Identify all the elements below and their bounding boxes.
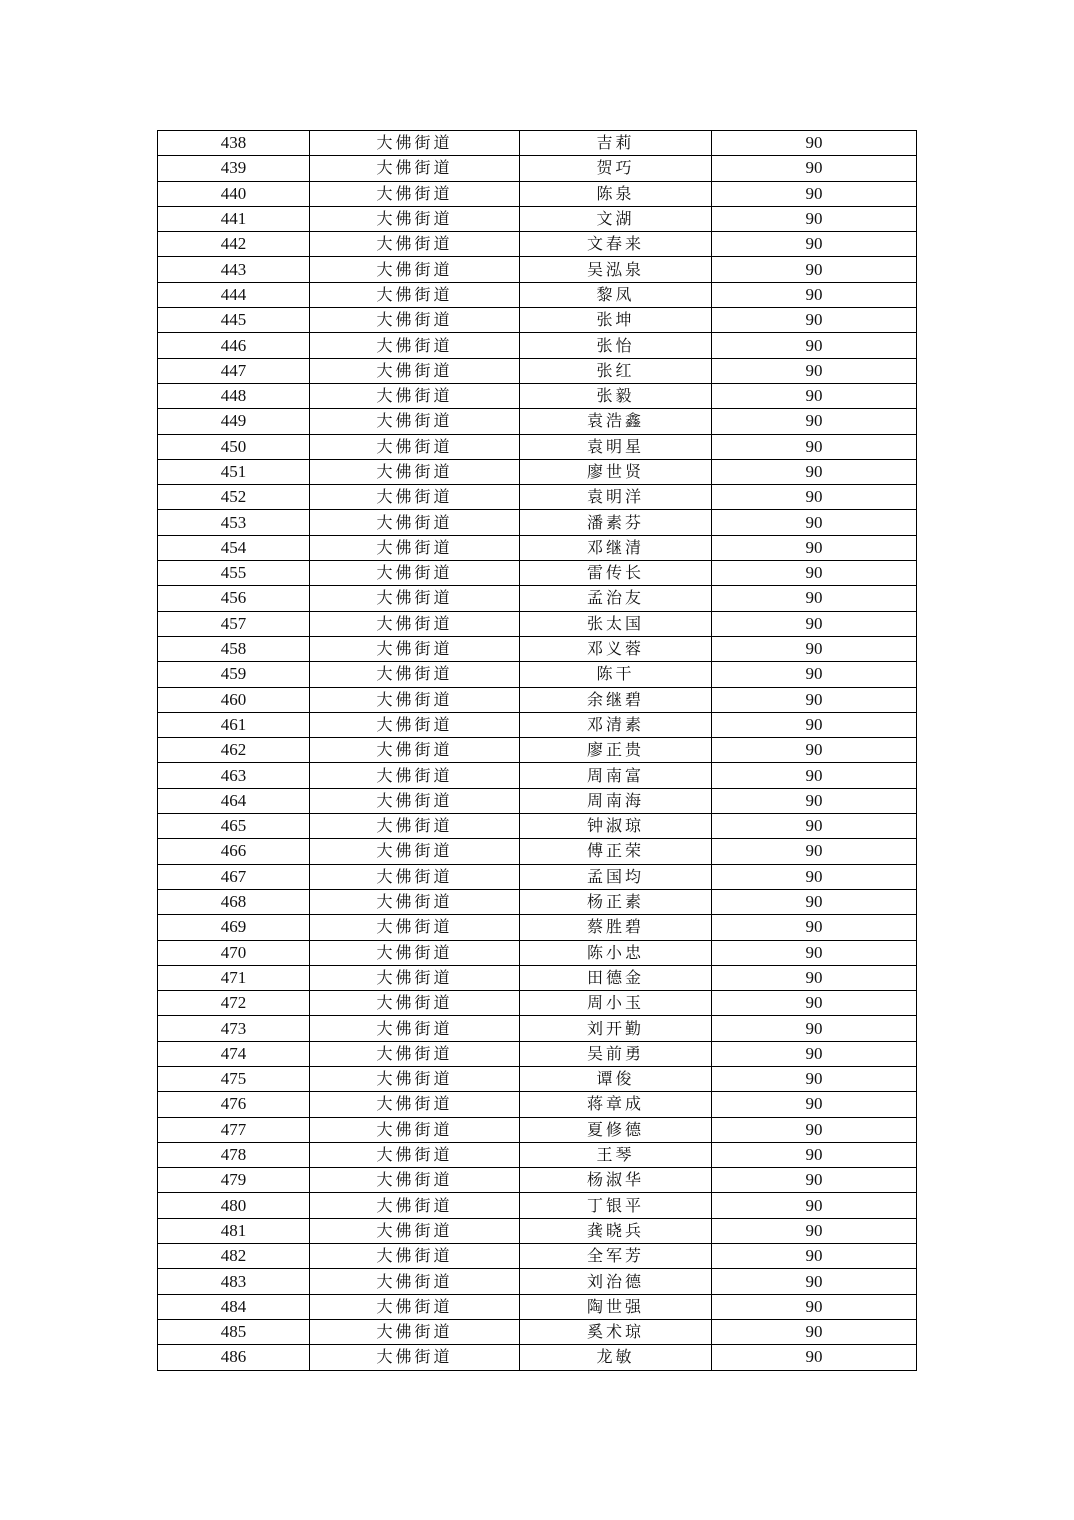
amount-cell: 90 [712,636,917,661]
person-name-cell: 邓义蓉 [520,636,712,661]
row-number-cell: 468 [158,889,310,914]
table-row [158,1294,917,1319]
street-cell: 大佛街道 [310,535,520,560]
street-cell: 大佛街道 [310,232,520,257]
table-row [158,712,917,737]
table-row [158,814,917,839]
table-row [158,940,917,965]
table-row [158,1016,917,1041]
person-name-cell: 田德金 [520,965,712,990]
amount-cell: 90 [712,940,917,965]
person-name-cell: 傅正荣 [520,839,712,864]
table-row [158,1092,917,1117]
street-cell: 大佛街道 [310,333,520,358]
table-row [158,282,917,307]
person-name-cell: 潘素芬 [520,510,712,535]
row-number-cell: 486 [158,1345,310,1370]
street-cell: 大佛街道 [310,1294,520,1319]
street-cell: 大佛街道 [310,1142,520,1167]
amount-cell: 90 [712,282,917,307]
amount-cell: 90 [712,257,917,282]
table-row [158,586,917,611]
row-number-cell: 476 [158,1092,310,1117]
person-name-cell: 吴前勇 [520,1041,712,1066]
table-row [158,611,917,636]
table-row [158,864,917,889]
table-row [158,991,917,1016]
amount-cell: 90 [712,156,917,181]
person-name-cell: 杨正素 [520,889,712,914]
amount-cell: 90 [712,181,917,206]
amount-cell: 90 [712,586,917,611]
table-row [158,662,917,687]
table-row [158,1244,917,1269]
table-row [158,459,917,484]
person-name-cell: 廖正贵 [520,738,712,763]
person-name-cell: 文春来 [520,232,712,257]
amount-cell: 90 [712,788,917,813]
street-cell: 大佛街道 [310,510,520,535]
person-name-cell: 刘治德 [520,1269,712,1294]
row-number-cell: 456 [158,586,310,611]
table-row [158,687,917,712]
person-name-cell: 蒋章成 [520,1092,712,1117]
amount-cell: 90 [712,889,917,914]
row-number-cell: 479 [158,1168,310,1193]
person-name-cell: 夏修德 [520,1117,712,1142]
person-name-cell: 邓清素 [520,712,712,737]
person-name-cell: 周南海 [520,788,712,813]
street-cell: 大佛街道 [310,308,520,333]
row-number-cell: 485 [158,1319,310,1344]
person-name-cell: 孟治友 [520,586,712,611]
street-cell: 大佛街道 [310,1016,520,1041]
street-cell: 大佛街道 [310,864,520,889]
row-number-cell: 440 [158,181,310,206]
amount-cell: 90 [712,1168,917,1193]
street-cell: 大佛街道 [310,282,520,307]
amount-cell: 90 [712,434,917,459]
table-row [158,763,917,788]
amount-cell: 90 [712,763,917,788]
amount-cell: 90 [712,839,917,864]
street-cell: 大佛街道 [310,889,520,914]
amount-cell: 90 [712,358,917,383]
row-number-cell: 471 [158,965,310,990]
amount-cell: 90 [712,687,917,712]
street-cell: 大佛街道 [310,1345,520,1370]
amount-cell: 90 [712,738,917,763]
street-cell: 大佛街道 [310,434,520,459]
row-number-cell: 465 [158,814,310,839]
person-name-cell: 刘开勤 [520,1016,712,1041]
table-row [158,1117,917,1142]
row-number-cell: 482 [158,1244,310,1269]
street-cell: 大佛街道 [310,763,520,788]
person-name-cell: 张太国 [520,611,712,636]
table-row [158,1041,917,1066]
table-row [158,839,917,864]
amount-cell: 90 [712,409,917,434]
table-row [158,561,917,586]
street-cell: 大佛街道 [310,915,520,940]
street-cell: 大佛街道 [310,257,520,282]
amount-cell: 90 [712,131,917,156]
person-name-cell: 袁明星 [520,434,712,459]
table-row [158,409,917,434]
person-name-cell: 陈小忠 [520,940,712,965]
row-number-cell: 458 [158,636,310,661]
table-row [158,131,917,156]
amount-cell: 90 [712,915,917,940]
amount-cell: 90 [712,485,917,510]
table-row [158,965,917,990]
street-cell: 大佛街道 [310,1269,520,1294]
row-number-cell: 469 [158,915,310,940]
row-number-cell: 460 [158,687,310,712]
table-row [158,308,917,333]
person-name-cell: 邓继清 [520,535,712,560]
amount-cell: 90 [712,864,917,889]
row-number-cell: 475 [158,1066,310,1091]
amount-cell: 90 [712,535,917,560]
street-cell: 大佛街道 [310,561,520,586]
amount-cell: 90 [712,965,917,990]
table-row [158,333,917,358]
row-number-cell: 448 [158,383,310,408]
street-cell: 大佛街道 [310,687,520,712]
person-name-cell: 谭俊 [520,1066,712,1091]
street-cell: 大佛街道 [310,611,520,636]
table-row [158,636,917,661]
row-number-cell: 453 [158,510,310,535]
amount-cell: 90 [712,1319,917,1344]
street-cell: 大佛街道 [310,1193,520,1218]
amount-cell: 90 [712,814,917,839]
amount-cell: 90 [712,1218,917,1243]
row-number-cell: 462 [158,738,310,763]
person-name-cell: 张怡 [520,333,712,358]
person-name-cell: 黎凤 [520,282,712,307]
row-number-cell: 441 [158,206,310,231]
row-number-cell: 455 [158,561,310,586]
table-row [158,181,917,206]
row-number-cell: 483 [158,1269,310,1294]
row-number-cell: 447 [158,358,310,383]
row-number-cell: 459 [158,662,310,687]
table-row [158,788,917,813]
amount-cell: 90 [712,1117,917,1142]
row-number-cell: 454 [158,535,310,560]
person-name-cell: 蔡胜碧 [520,915,712,940]
street-cell: 大佛街道 [310,814,520,839]
table-row [158,358,917,383]
street-cell: 大佛街道 [310,1244,520,1269]
row-number-cell: 439 [158,156,310,181]
amount-cell: 90 [712,561,917,586]
table-row [158,915,917,940]
amount-cell: 90 [712,206,917,231]
person-name-cell: 吉莉 [520,131,712,156]
table-row [158,1066,917,1091]
row-number-cell: 480 [158,1193,310,1218]
row-number-cell: 473 [158,1016,310,1041]
street-cell: 大佛街道 [310,409,520,434]
amount-cell: 90 [712,1066,917,1091]
street-cell: 大佛街道 [310,965,520,990]
person-name-cell: 全军芳 [520,1244,712,1269]
amount-cell: 90 [712,333,917,358]
amount-cell: 90 [712,1041,917,1066]
street-cell: 大佛街道 [310,1066,520,1091]
street-cell: 大佛街道 [310,636,520,661]
person-name-cell: 张坤 [520,308,712,333]
table-row [158,510,917,535]
amount-cell: 90 [712,1193,917,1218]
street-cell: 大佛街道 [310,206,520,231]
table-row [158,889,917,914]
person-name-cell: 陈泉 [520,181,712,206]
street-cell: 大佛街道 [310,181,520,206]
row-number-cell: 452 [158,485,310,510]
table-row [158,257,917,282]
table-row [158,383,917,408]
amount-cell: 90 [712,1269,917,1294]
street-cell: 大佛街道 [310,485,520,510]
row-number-cell: 472 [158,991,310,1016]
row-number-cell: 446 [158,333,310,358]
person-name-cell: 廖世贤 [520,459,712,484]
street-cell: 大佛街道 [310,662,520,687]
person-name-cell: 孟国均 [520,864,712,889]
table-row [158,1269,917,1294]
table-row [158,1218,917,1243]
row-number-cell: 443 [158,257,310,282]
row-number-cell: 438 [158,131,310,156]
table-row [158,1319,917,1344]
row-number-cell: 481 [158,1218,310,1243]
row-number-cell: 444 [158,282,310,307]
person-name-cell: 陈干 [520,662,712,687]
amount-cell: 90 [712,611,917,636]
street-cell: 大佛街道 [310,459,520,484]
amount-cell: 90 [712,662,917,687]
row-number-cell: 457 [158,611,310,636]
street-cell: 大佛街道 [310,1117,520,1142]
amount-cell: 90 [712,1294,917,1319]
street-cell: 大佛街道 [310,712,520,737]
amount-cell: 90 [712,510,917,535]
table-row [158,206,917,231]
person-name-cell: 周小玉 [520,991,712,1016]
street-cell: 大佛街道 [310,1218,520,1243]
street-cell: 大佛街道 [310,839,520,864]
street-cell: 大佛街道 [310,1041,520,1066]
person-name-cell: 王琴 [520,1142,712,1167]
amount-cell: 90 [712,1016,917,1041]
street-cell: 大佛街道 [310,1319,520,1344]
person-name-cell: 余继碧 [520,687,712,712]
amount-cell: 90 [712,459,917,484]
person-name-cell: 张红 [520,358,712,383]
street-cell: 大佛街道 [310,358,520,383]
row-number-cell: 477 [158,1117,310,1142]
street-cell: 大佛街道 [310,586,520,611]
table-row [158,738,917,763]
person-name-cell: 龙敏 [520,1345,712,1370]
person-name-cell: 吴泓泉 [520,257,712,282]
person-name-cell: 陶世强 [520,1294,712,1319]
street-cell: 大佛街道 [310,991,520,1016]
amount-cell: 90 [712,308,917,333]
street-cell: 大佛街道 [310,383,520,408]
table-row [158,485,917,510]
amount-cell: 90 [712,1092,917,1117]
row-number-cell: 464 [158,788,310,813]
street-cell: 大佛街道 [310,738,520,763]
table-row [158,1168,917,1193]
row-number-cell: 474 [158,1041,310,1066]
amount-cell: 90 [712,1244,917,1269]
street-cell: 大佛街道 [310,1168,520,1193]
amount-cell: 90 [712,712,917,737]
street-cell: 大佛街道 [310,940,520,965]
table-row [158,1193,917,1218]
row-number-cell: 484 [158,1294,310,1319]
person-name-cell: 袁浩鑫 [520,409,712,434]
person-name-cell: 贺巧 [520,156,712,181]
amount-cell: 90 [712,991,917,1016]
person-name-cell: 文湖 [520,206,712,231]
amount-cell: 90 [712,232,917,257]
row-number-cell: 478 [158,1142,310,1167]
street-cell: 大佛街道 [310,1092,520,1117]
table-row [158,434,917,459]
person-name-cell: 龚晓兵 [520,1218,712,1243]
street-cell: 大佛街道 [310,131,520,156]
amount-cell: 90 [712,1142,917,1167]
table-row [158,232,917,257]
table-row [158,156,917,181]
table-row [158,1345,917,1370]
row-number-cell: 461 [158,712,310,737]
data-table [157,130,917,1371]
table-row [158,1142,917,1167]
amount-cell: 90 [712,383,917,408]
street-cell: 大佛街道 [310,788,520,813]
amount-cell: 90 [712,1345,917,1370]
person-name-cell: 张毅 [520,383,712,408]
person-name-cell: 奚术琼 [520,1319,712,1344]
table-row [158,535,917,560]
table-body [158,131,917,1371]
row-number-cell: 466 [158,839,310,864]
person-name-cell: 雷传长 [520,561,712,586]
person-name-cell: 钟淑琼 [520,814,712,839]
row-number-cell: 450 [158,434,310,459]
row-number-cell: 463 [158,763,310,788]
row-number-cell: 442 [158,232,310,257]
row-number-cell: 449 [158,409,310,434]
person-name-cell: 丁银平 [520,1193,712,1218]
row-number-cell: 445 [158,308,310,333]
row-number-cell: 470 [158,940,310,965]
person-name-cell: 周南富 [520,763,712,788]
person-name-cell: 杨淑华 [520,1168,712,1193]
row-number-cell: 451 [158,459,310,484]
street-cell: 大佛街道 [310,156,520,181]
person-name-cell: 袁明洋 [520,485,712,510]
row-number-cell: 467 [158,864,310,889]
